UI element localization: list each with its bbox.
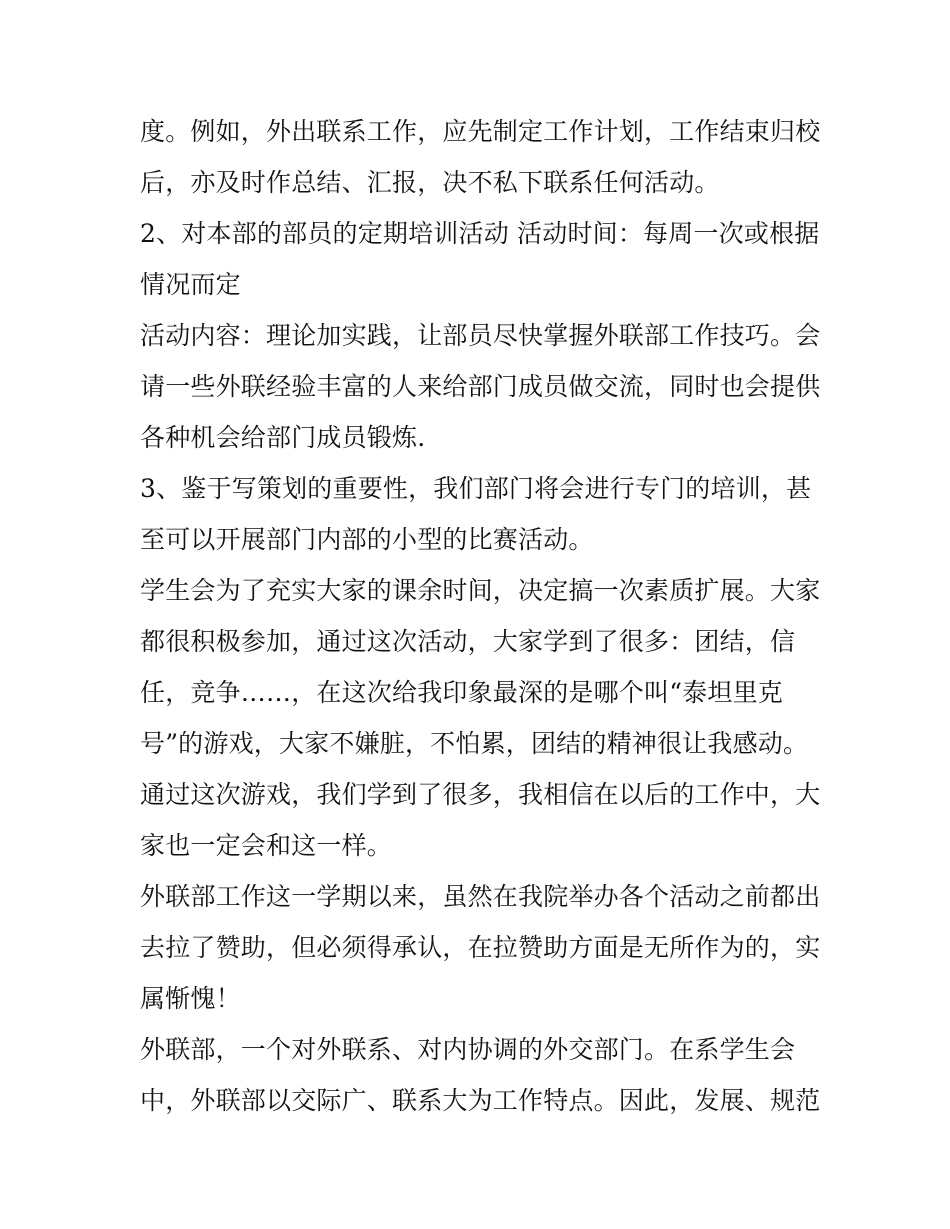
text-line: 请一些外联经验丰富的人来给部门成员做交流，同时也会提供	[140, 372, 821, 401]
text-line: 任，竞争……，在这次给我印象最深的是哪个叫“泰坦里克	[140, 678, 783, 707]
text-line: 情况而定	[140, 270, 241, 299]
text-line: 家也一定会和这一样。	[140, 831, 393, 860]
text-line: 度。例如，外出联系工作，应先制定工作计划，工作结束归校	[140, 117, 821, 146]
text-line: 都很积极参加，通过这次活动，大家学到了很多：团结，信	[140, 627, 796, 656]
text-line: 外联部工作这一学期以来，虽然在我院举办各个活动之前都出	[140, 882, 821, 911]
text-line: 后，亦及时作总结、汇报，决不私下联系任何活动。	[140, 168, 720, 197]
text-line: 号”的游戏，大家不嫌脏，不怕累，团结的精神很让我感动。	[140, 729, 809, 758]
text-line: 学生会为了充实大家的课余时间，决定搞一次素质扩展。大家	[140, 576, 821, 605]
text-line: 2、对本部的部员的定期培训活动 活动时间：每周一次或根据	[140, 219, 820, 248]
text-line: 中，外联部以交际广、联系大为工作特点。因此，发展、规范	[140, 1086, 821, 1115]
text-line: 通过这次游戏，我们学到了很多，我相信在以后的工作中，大	[140, 780, 821, 809]
text-line: 3、鉴于写策划的重要性，我们部门将会进行专门的培训，甚	[140, 474, 812, 503]
text-line: 活动内容：理论加实践，让部员尽快掌握外联部工作技巧。会	[140, 321, 821, 350]
text-line: 各种机会给部门成员锻炼.	[140, 423, 426, 452]
body-text	[140, 106, 820, 1126]
text-line: 属惭愧！	[140, 984, 241, 1013]
text-line: 外联部，一个对外联系、对内协调的外交部门。在系学生会	[140, 1035, 796, 1064]
text-line: 至可以开展部门内部的小型的比赛活动。	[140, 525, 594, 554]
text-line: 去拉了赞助，但必须得承认，在拉赞助方面是无所作为的，实	[140, 933, 821, 962]
